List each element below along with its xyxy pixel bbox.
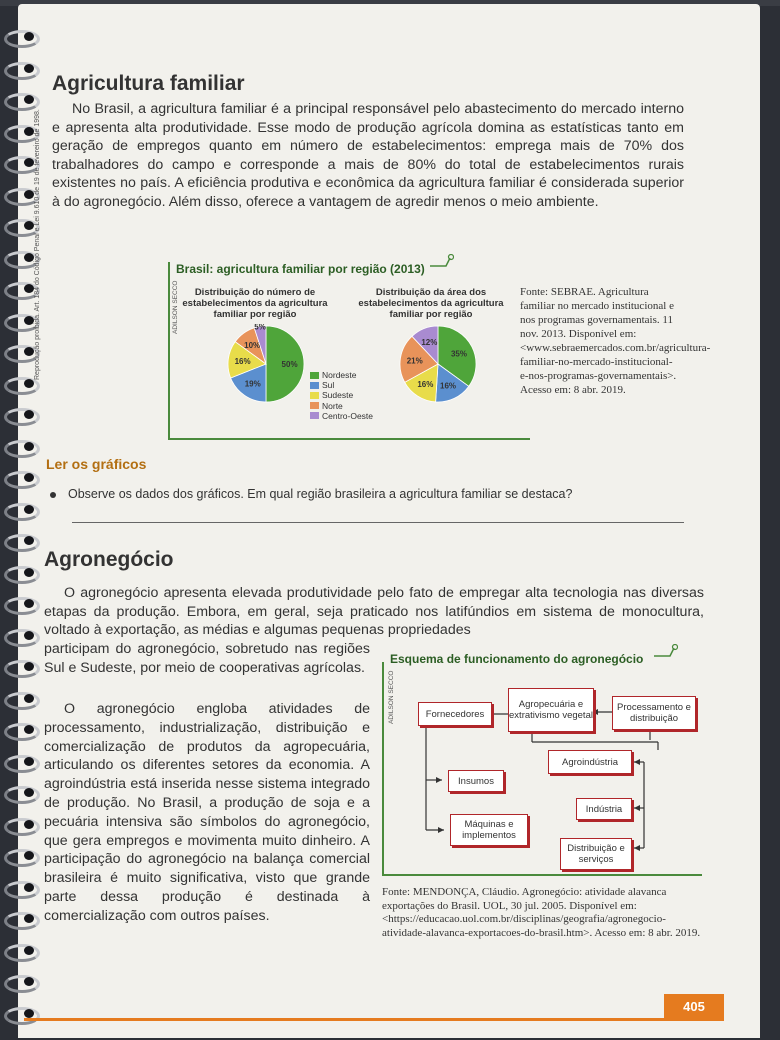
binding-ring (0, 690, 40, 708)
scheme-title-decoration (654, 644, 678, 660)
legend-item (310, 380, 373, 390)
binding-ring (0, 60, 40, 78)
binding-ring (0, 973, 40, 991)
legend-swatch (310, 402, 319, 409)
pie-data-label: 16% (234, 357, 251, 367)
binding-ring (0, 847, 40, 865)
chart-credit: ADILSON SECCO (172, 280, 179, 334)
legend-item (310, 390, 373, 400)
scheme-title: Esquema de funcionamento do agronegócio (390, 652, 644, 666)
legend-label: Sudeste (322, 390, 354, 401)
node-agropecuaria: Agropecuária e extrativismo vegetal (508, 688, 594, 732)
binding-ring (0, 469, 40, 487)
legend-item (310, 411, 373, 421)
bullet-icon (50, 492, 56, 498)
legend-item (310, 370, 373, 380)
section-title-agronegocio: Agronegócio (44, 548, 174, 571)
legend-label: Nordeste (322, 370, 357, 380)
legend-swatch (310, 412, 319, 419)
activity-question (50, 487, 572, 501)
node-distribuicao: Distribuição e serviços (560, 838, 632, 870)
agricultura-familiar-paragraph: No Brasil, a agricultura familiar é a principal responsável pelo abastecimento do mercado interno e apresenta alta produtividade. Esse modo de produção agrícola domina as estatísticas tanto em geração de empregos quanto em número de estabelecimentos: emprega mais de 70% dos trabalhadores do campo e corresponde a mais de 80% do total de estabelecimentos rurais existentes no país. A eficiência produtiva e econômica da agricultura familiar é considerada superior à do agronegócio. Além disso, oferece a vantagem de agredir menos o meio ambiente. (52, 101, 684, 210)
binding-ring (0, 91, 40, 109)
pie-data-label: 5% (254, 324, 266, 332)
right-pie-title: Distribuição da área dos estabelecimentos da agricultura familiar por região (358, 287, 504, 320)
binding-ring (0, 658, 40, 676)
binding-ring (0, 595, 40, 613)
binding-ring (0, 28, 40, 46)
answer-line[interactable] (72, 522, 684, 523)
binding-ring (0, 816, 40, 834)
chart-source: Fonte: SEBRAE. Agricultura familiar no mercado institucional e nos programas governamentais. 11 nov. 2013. Disponível em: <www.sebraemercados.com.br/agricultura-familiar-no-mercado-institucional-e-nos-programas-governamentais>. Acesso em: 8 abr. 2019. (520, 286, 711, 396)
node-fornecedores: Fornecedores (418, 702, 492, 726)
pie-data-label: 16% (417, 379, 434, 389)
section-title-agricultura-familiar: Agricultura familiar (52, 72, 245, 95)
footer-bar (24, 1018, 724, 1021)
legend-label: Norte (322, 400, 343, 411)
pie-data-label: 16% (440, 381, 457, 391)
binding-ring (0, 753, 40, 771)
scheme-credit: ADILSON SECCO (388, 670, 395, 724)
legend-item (310, 401, 373, 411)
pie-chart-area (398, 324, 494, 410)
binding-ring (0, 721, 40, 739)
binding-ring (0, 910, 40, 928)
node-processamento: Processamento e distribuição (612, 696, 696, 730)
pie-data-label: 10% (244, 340, 261, 350)
legend-swatch (310, 392, 319, 399)
legend-label: Centro-Oeste (322, 410, 374, 421)
node-agroindustria: Agroindústria (548, 750, 632, 774)
node-insumos: Insumos (448, 770, 504, 792)
pie-data-label: 21% (406, 356, 423, 366)
binding-ring (0, 532, 40, 550)
binding-ring (0, 406, 40, 424)
legend-swatch (310, 382, 319, 389)
page-number: 405 (664, 994, 724, 1018)
pie-chart-establishments (226, 324, 322, 410)
left-pie-title: Distribuição do número de estabelecimentos da agricultura familiar por região (182, 287, 328, 320)
node-maquinas: Máquinas e implementos (450, 814, 528, 846)
chart-title-decoration (430, 254, 454, 270)
pie-data-label: 19% (244, 379, 261, 389)
binding-ring (0, 564, 40, 582)
activity-heading: Ler os gráficos (46, 456, 147, 472)
chart-legend (310, 370, 373, 421)
legend-swatch (310, 372, 319, 379)
legend-label: Sul (322, 380, 335, 391)
activity-question-text: Observe os dados dos gráficos. Em qual região brasileira a agricultura familiar se destaca? (68, 487, 573, 501)
binding-ring (0, 879, 40, 897)
pie-data-label: 12% (421, 338, 438, 348)
agronegocio-paragraph-1: O agronegócio apresenta elevada produtividade pelo fato de empregar alta tecnologia nas diversas etapas da produção. Embora, em geral, seja praticado nos latifúndios em sistema de monocultura, voltado à exportação, as médias e algumas pequenas propriedades (44, 585, 704, 639)
copyright-margin-note: Reprodução proibida. Art. 184 do Código Penal e Lei 9.610 de 19 de fevereiro de 1998. (34, 109, 41, 380)
pie-data-label: 35% (450, 349, 467, 359)
binding-ring (0, 784, 40, 802)
scheme-source: Fonte: MENDONÇA, Cláudio. Agronegócio: atividade alavanca exportações do Brasil. UOL, 30 jul. 2005. Disponível em: <https://educacao.uol.com.br/disciplinas/geografia/agronegocio-atividade-alavanca-exportacoes-do-brasil.htm>. Acesso em: 8 abr. 2019. (382, 886, 701, 939)
binding-ring (0, 438, 40, 456)
agronegocio-paragraph-2: O agronegócio engloba atividades de processamento, industrialização, distribuição e comercialização de produtos da agropecuária, articulando os diferentes setores da economia. A agroindústria está inserida nesse sistema integrado de produção. No Brasil, a produção de soja e a pecuária intensiva são símbolos do agronegócio, que gera empregos e movimenta muito dinheiro. A participação do agronegócio na balança comercial brasileira é muito significativa, visto que grande parte dessa produção é destinada à comercialização com outros países. (44, 701, 370, 924)
binding-ring (0, 501, 40, 519)
pie-data-label: 50% (281, 360, 298, 369)
binding-ring (0, 942, 40, 960)
binding-ring (0, 627, 40, 645)
node-industria: Indústria (576, 798, 632, 820)
agronegocio-paragraph-1-continued: participam do agronegócio, sobretudo nas regiões Sul e Sudeste, por meio de cooperativas agrícolas. (44, 641, 370, 676)
chart-title: Brasil: agricultura familiar por região (2013) (176, 262, 425, 276)
